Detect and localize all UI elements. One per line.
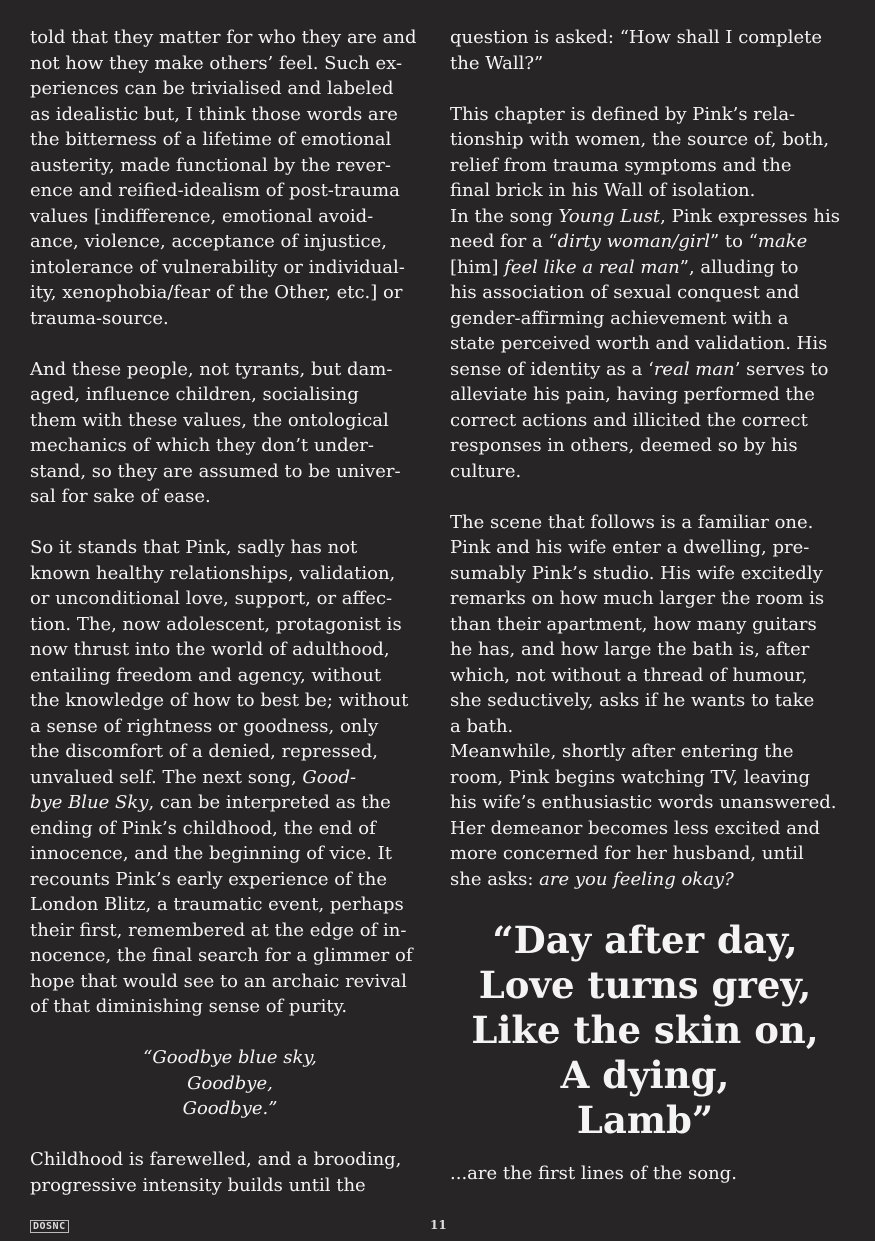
text-line: So it stands that Pink, sadly has not — [30, 537, 358, 558]
text-line: or unconditional love, support, or affec- — [30, 588, 393, 609]
text-line: stand, so they are assumed to be univer- — [30, 460, 401, 482]
text-line: correct actions and illicited the correct — [450, 409, 808, 431]
text-line: Her demeanor becomes less excited and — [450, 817, 821, 839]
pull-quote-line: “Day after day, — [492, 918, 798, 962]
text-line: not how they make others’ feel. Such ex- — [30, 52, 403, 74]
text-line: The scene that follows is a familiar one. — [450, 511, 814, 533]
text-line: he has, and how large the bath is, after — [450, 639, 810, 660]
text-line: nocence, the final search for a glimmer of — [30, 945, 413, 966]
text-line: a bath. — [450, 715, 514, 737]
pull-quote-line: Lamb” — [576, 1098, 714, 1142]
text-line: progressive intensity builds until the — [30, 1174, 366, 1196]
text-line: state perceived worth and validation. His — [450, 333, 828, 354]
paragraph: So it stands that Pink, sadly has not known healthy relationships, validation, or unconditional love, support, or affec- tion. The, now adolescent, protagonist is now thrust into the world of adulthood, entailing freedom and agency, without the knowledge of how to best be; without a sense of rightness or goodness, only the discomfort of a denied, repressed, unvalued self. The next song, Good- bye Blue Sky, can be interpreted as the ending of Pink’s childhood, the end of innocence, and the beginning of vice. It recounts Pink’s early experience of the London Blitz, a traumatic event, perhaps their first, remembered at the edge of in- nocence, the final search for a glimmer of hope that would see to an archaic revival of that diminishing sense of purity. — [30, 535, 430, 1020]
text-line: culture. — [450, 460, 522, 482]
publication-logo: DOSNC — [30, 1220, 69, 1233]
text-line: his wife’s enthusiastic words unanswered. — [450, 792, 837, 813]
paragraph: This chapter is defined by Pink’s rela- tionship with women, the source of, both, relief from trauma symptoms and the final brick in his Wall of isolation. In the song Young Lust, Pink expresses his need for a “dirty woman/girl” to “make [him] feel like a real man”, alluding to his association of sexual conquest and gender-affirming achievement with a state perceived worth and validation. His sense of identity as a ‘real man’ serves to alleviate his pain, having performed the correct actions and illicited the correct responses in others, deemed so by his culture. — [450, 102, 850, 485]
lyric-quote — [30, 1045, 430, 1122]
paragraph: The scene that follows is a familiar one. Pink and his wife enter a dwelling, pre- sumably Pink’s studio. His wife excitedly remarks on how much larger the room is than their apartment, how many guitars he has, and how large the bath is, after which, not without a thread of humour, she seductively, asks if he wants to take a bath. Meanwhile, shortly after entering the room, Pink begins watching TV, leaving his wife’s enthusiastic words unanswered. Her demeanor becomes less excited and more concerned for her husband, until she asks: are you feeling okay? — [450, 510, 850, 893]
paragraph — [30, 1147, 430, 1198]
text-line: room, Pink begins watching TV, leaving — [450, 766, 811, 788]
text-line: entailing freedom and agency, without — [30, 664, 382, 686]
text-line: Pink and his wife enter a dwelling, pre- — [450, 537, 810, 558]
text-line: sumably Pink’s studio. His wife excitedly — [450, 562, 823, 584]
text-line: known healthy relationships, validation, — [30, 562, 396, 584]
text-line: Meanwhile, shortly after entering the — [450, 741, 794, 762]
pull-quote-line: Love turns grey, — [478, 963, 812, 1007]
paragraph — [30, 25, 430, 331]
text-line: their first, remembered at the edge of in- — [30, 919, 407, 941]
text-line: hope that would see to an archaic revival — [30, 970, 407, 992]
pull-quote-line: A dying, — [560, 1053, 730, 1097]
text-line: trauma-source. — [30, 307, 169, 329]
left-column — [30, 25, 430, 1198]
page-number: 11 — [430, 1218, 447, 1232]
lyric-line: Goodbye, — [187, 1072, 273, 1094]
text-line: as idealistic but, I think those words are — [30, 103, 398, 125]
text-line: tion. The, now adolescent, protagonist is — [30, 613, 402, 635]
text-line: responses in others, deemed so by his — [450, 435, 798, 456]
text-line: gender-affirming achievement with a — [450, 307, 789, 329]
text-line: told that they matter for who they are and — [30, 27, 417, 48]
pull-quote — [440, 918, 850, 1143]
text-line: ending of Pink’s childhood, the end of — [30, 817, 376, 839]
pull-quote-line: Like the skin on, — [471, 1008, 819, 1052]
text-line: relief from trauma symptoms and the — [450, 154, 792, 176]
text-line: intolerance of vulnerability or individual- — [30, 256, 405, 278]
text-line: And these people, not tyrants, but dam- — [30, 358, 393, 380]
text-line: she seductively, asks if he wants to take — [450, 690, 815, 711]
text-line: alleviate his pain, having performed the — [450, 384, 815, 405]
closing-line: ...are the first lines of the song. — [450, 1163, 737, 1184]
text-line: more concerned for her husband, until — [450, 843, 804, 864]
text-line: austerity, made functional by the rever- — [30, 154, 391, 176]
text-line: Childhood is farewelled, and a brooding, — [30, 1149, 402, 1170]
text-line: innocence, and the beginning of vice. It — [30, 843, 392, 864]
text-line: mechanics of which they don’t under- — [30, 435, 374, 456]
text-line: London Blitz, a traumatic event, perhaps — [30, 894, 404, 915]
text-line: the Wall?” — [450, 52, 544, 74]
text-line: the bitterness of a lifetime of emotional — [30, 129, 392, 150]
text-line: This chapter is defined by Pink’s rela- — [450, 103, 796, 125]
text-line: recounts Pink’s early experience of the — [30, 868, 387, 890]
text-line: ance, violence, acceptance of injustice, — [30, 231, 387, 252]
lyric-line: “Goodbye blue sky, — [143, 1047, 317, 1068]
text-line: his association of sexual conquest and — [450, 282, 800, 303]
text-line: a sense of rightness or goodness, only — [30, 715, 379, 737]
text-line: now thrust into the world of adulthood, — [30, 639, 390, 660]
right-column — [450, 25, 850, 892]
text-line: periences can be trivialised and labeled — [30, 78, 394, 99]
text-line: ence and reified-idealism of post-trauma — [30, 180, 400, 201]
paragraph — [450, 25, 850, 76]
lyric-line: Goodbye.” — [182, 1098, 278, 1119]
text-line: sal for sake of ease. — [30, 486, 211, 507]
text-line: ity, xenophobia/fear of the Other, etc.] or — [30, 282, 403, 303]
text-line: the knowledge of how to best be; without — [30, 690, 409, 711]
text-line: tionship with women, the source of, both, — [450, 129, 830, 150]
text-line: than their apartment, how many guitars — [450, 613, 817, 635]
paragraph — [30, 357, 430, 510]
text-line: the discomfort of a denied, repressed, — [30, 741, 378, 762]
text-line: them with these values, the ontological — [30, 409, 389, 431]
text-line: remarks on how much larger the room is — [450, 588, 825, 609]
text-line: final brick in his Wall of isolation. — [450, 180, 756, 201]
text-line: question is asked: “How shall I complete — [450, 27, 822, 48]
text-line: of that diminishing sense of purity. — [30, 996, 348, 1017]
text-line: aged, influence children, socialising — [30, 384, 359, 405]
text-line: which, not without a thread of humour, — [450, 664, 808, 686]
text-line: values [indifference, emotional avoid- — [30, 205, 374, 227]
